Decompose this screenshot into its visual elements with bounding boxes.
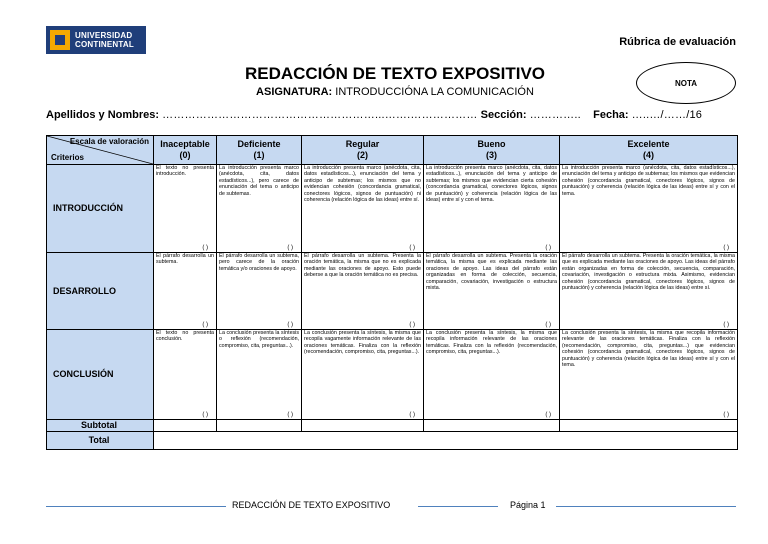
subtotal-cell[interactable] xyxy=(424,420,560,432)
score-box[interactable]: ( ) xyxy=(202,411,208,418)
level-name: Excelente xyxy=(627,139,670,149)
level-header-4 xyxy=(560,136,738,165)
cell-text: El párrafo desarrolla un subtema. xyxy=(156,253,214,266)
student-fields xyxy=(46,109,702,121)
score-box[interactable]: ( ) xyxy=(545,321,551,328)
cell-text: La introducción presenta marco (anécdota, cita, datos estadísticos...), enunciación del tema y anticipo de subtemas; los mismos que evidencian cierta cohesión (concordancia gramatical, conectores lógicos, signos de puntuación) y coherencia (relación lógica de las ideas) entre sí y con el tema. xyxy=(426,165,557,204)
footer-page-number: Página 1 xyxy=(510,500,546,510)
total-cell[interactable] xyxy=(154,432,738,450)
score-box[interactable]: ( ) xyxy=(723,244,729,251)
rubric-cell[interactable] xyxy=(560,330,738,420)
cell-text: La conclusión presenta la síntesis o reflexión (recomendación, compromiso, cita, preguntas...). xyxy=(219,330,299,349)
cell-text: La conclusión presenta la síntesis, la misma que recopila vagamente información relevante de las oraciones temáticas. Finaliza con la reflexión (recomendación, compromiso, cita, preguntas...). xyxy=(304,330,421,356)
rubric-cell[interactable] xyxy=(302,330,424,420)
level-score: (4) xyxy=(643,150,654,160)
page-title: REDACCIÓN DE TEXTO EXPOSITIVO xyxy=(244,64,546,83)
rubric-cell[interactable] xyxy=(424,165,560,253)
level-name: Deficiente xyxy=(237,139,281,149)
level-score: (2) xyxy=(357,150,368,160)
cell-text: El párrafo desarrolla un subtema. Presenta la oración temática, la misma que es explicada mediante las oraciones de apoyo. Las ideas del párrafo están organizadas en forma de colección, secuencia, comparación, covariación, investigación o estructura mixta. Asimismo, evidencian cohesión (concordancia gramatical, conectores lógicos, signos de puntuación) y coherencia (relación lógica de las ideas) entre sí. xyxy=(562,253,735,292)
grade-label: NOTA xyxy=(674,78,698,88)
rubric-cell[interactable] xyxy=(217,330,302,420)
footer-title: REDACCIÓN DE TEXTO EXPOSITIVO xyxy=(232,500,391,510)
score-box[interactable]: ( ) xyxy=(409,411,415,418)
logo-line-2: CONTINENTAL xyxy=(75,40,134,49)
cell-text: El párrafo desarrolla un subtema, pero carece de la oración temática y/o oraciones de apoyo. xyxy=(219,253,299,272)
cell-text: La conclusión presenta la síntesis, la misma que recopila información relevante de las oraciones temáticas. Finaliza con la reflexión (recomendación, compromiso, cita, preguntas...) que evidencian cohesión (concordancia gramatical, conectores lógicos, signos de puntuación) y coherencia (relación lógica de las ideas) entre sí y con el tema. xyxy=(562,330,735,369)
score-box[interactable]: ( ) xyxy=(409,321,415,328)
rubric-cell[interactable] xyxy=(424,330,560,420)
score-box[interactable]: ( ) xyxy=(202,244,208,251)
cell-text: La introducción presenta marco (anécdota, cita, datos estadísticos...), enunciación del tema y anticipo de subtemas; los mismos que no evidencian cohesión (concordancia gramatical, conectores lógicos, signos de puntuación) ni coherencia (relación lógica de las ideas) entre sí. xyxy=(304,165,421,204)
cell-text: El texto no presenta conclusión. xyxy=(156,330,214,343)
cell-text: El texto no presenta introducción. xyxy=(156,165,214,178)
cell-text: El párrafo desarrolla un subtema. Presenta la oración temática, la misma que no es explicada mediante las oraciones de apoyo. Esto puede deberse a que la oración temática no es precisa. xyxy=(304,253,421,279)
table-row xyxy=(47,253,738,330)
section-label: Sección: xyxy=(480,109,527,121)
subtotal-cell[interactable] xyxy=(302,420,424,432)
level-name: Regular xyxy=(345,139,380,149)
logo-mark-icon xyxy=(50,30,70,50)
university-logo xyxy=(46,26,146,54)
score-box[interactable]: ( ) xyxy=(202,321,208,328)
scale-criteria-header xyxy=(47,136,154,165)
subtotal-cell[interactable] xyxy=(217,420,302,432)
rubric-cell[interactable] xyxy=(424,253,560,330)
rubric-cell[interactable] xyxy=(560,253,738,330)
rubric-cell[interactable] xyxy=(302,165,424,253)
section-field[interactable]: ………….. xyxy=(529,109,581,121)
rubric-cell[interactable] xyxy=(560,165,738,253)
cell-text: La introducción presenta marco (anécdota, cita, datos estadísticos...), pero carece de enunciación del tema o anticipo de subtemas. xyxy=(219,165,299,197)
score-box[interactable]: ( ) xyxy=(287,411,293,418)
rubric-table xyxy=(46,135,738,450)
total-row xyxy=(47,432,738,450)
subtotal-label: Subtotal xyxy=(47,420,154,432)
subject-label: ASIGNATURA: xyxy=(256,86,333,98)
level-name: Bueno xyxy=(477,139,506,149)
subtotal-row xyxy=(47,420,738,432)
level-header-2 xyxy=(302,136,424,165)
level-score: (3) xyxy=(486,150,497,160)
total-label: Total xyxy=(47,432,154,450)
rubric-cell[interactable] xyxy=(217,253,302,330)
grade-oval xyxy=(636,62,736,104)
footer-rule-right xyxy=(556,506,736,507)
table-row xyxy=(47,330,738,420)
criterion-conclusion: CONCLUSIÓN xyxy=(47,330,154,420)
level-name: Inaceptable xyxy=(160,139,210,149)
logo-text xyxy=(75,31,134,49)
level-score: (1) xyxy=(253,150,265,160)
score-box[interactable]: ( ) xyxy=(545,411,551,418)
subtotal-cell[interactable] xyxy=(560,420,738,432)
subtotal-cell[interactable] xyxy=(154,420,217,432)
footer-rule-left xyxy=(46,506,226,507)
criterion-introduccion: INTRODUCCIÓN xyxy=(47,165,154,253)
rubric-cell[interactable] xyxy=(217,165,302,253)
name-field[interactable]: …………………………………………………...…….……………… xyxy=(162,109,478,121)
table-row xyxy=(47,165,738,253)
rubric-cell[interactable] xyxy=(154,165,217,253)
score-box[interactable]: ( ) xyxy=(287,321,293,328)
rubric-cell[interactable] xyxy=(154,330,217,420)
score-box[interactable]: ( ) xyxy=(545,244,551,251)
rubric-cell[interactable] xyxy=(154,253,217,330)
level-score: (0) xyxy=(179,150,191,160)
logo-line-1: UNIVERSIDAD xyxy=(75,31,133,40)
level-header-1 xyxy=(217,136,302,165)
subject-value: INTRODUCCIÓNA LA COMUNICACIÓN xyxy=(335,86,534,98)
footer-rule-middle xyxy=(418,506,498,507)
rubric-cell[interactable] xyxy=(302,253,424,330)
name-label: Apellidos y Nombres: xyxy=(46,109,160,121)
date-label: Fecha: xyxy=(593,109,629,121)
date-field[interactable]: …..…/……/16 xyxy=(631,109,703,121)
scale-label: Escala de valoración xyxy=(69,137,149,146)
document-type: Rúbrica de evaluación xyxy=(619,36,736,48)
cell-text: La introducción presenta marco (anécdota, cita, datos estadísticos...), enunciación del tema y anticipo de subtemas; los mismos que evidencian cohesión (concordancia gramatical, conectores lógicos, signos de puntuación) y coherencia (relación lógica de las ideas) entre sí y con el tema. xyxy=(562,165,735,197)
score-box[interactable]: ( ) xyxy=(723,411,729,418)
criterion-desarrollo: DESARROLLO xyxy=(47,253,154,330)
score-box[interactable]: ( ) xyxy=(723,321,729,328)
score-box[interactable]: ( ) xyxy=(409,244,415,251)
cell-text: El párrafo desarrolla un subtema. Presenta la oración temática, la misma que es explicada mediante las oraciones de apoyo. Las ideas del párrafo están organizadas en forma de colección, secuencia, comparación, covariación, investigación o estructura mixta. xyxy=(426,253,557,292)
criteria-label: Criterios xyxy=(51,153,84,162)
level-header-3 xyxy=(424,136,560,165)
score-box[interactable]: ( ) xyxy=(287,244,293,251)
cell-text: La conclusión presenta la síntesis, la misma que recopila información relevante de las oraciones temáticas. Finaliza con la reflexión (recomendación, compromiso, cita, preguntas...). xyxy=(426,330,557,356)
level-header-0 xyxy=(154,136,217,165)
